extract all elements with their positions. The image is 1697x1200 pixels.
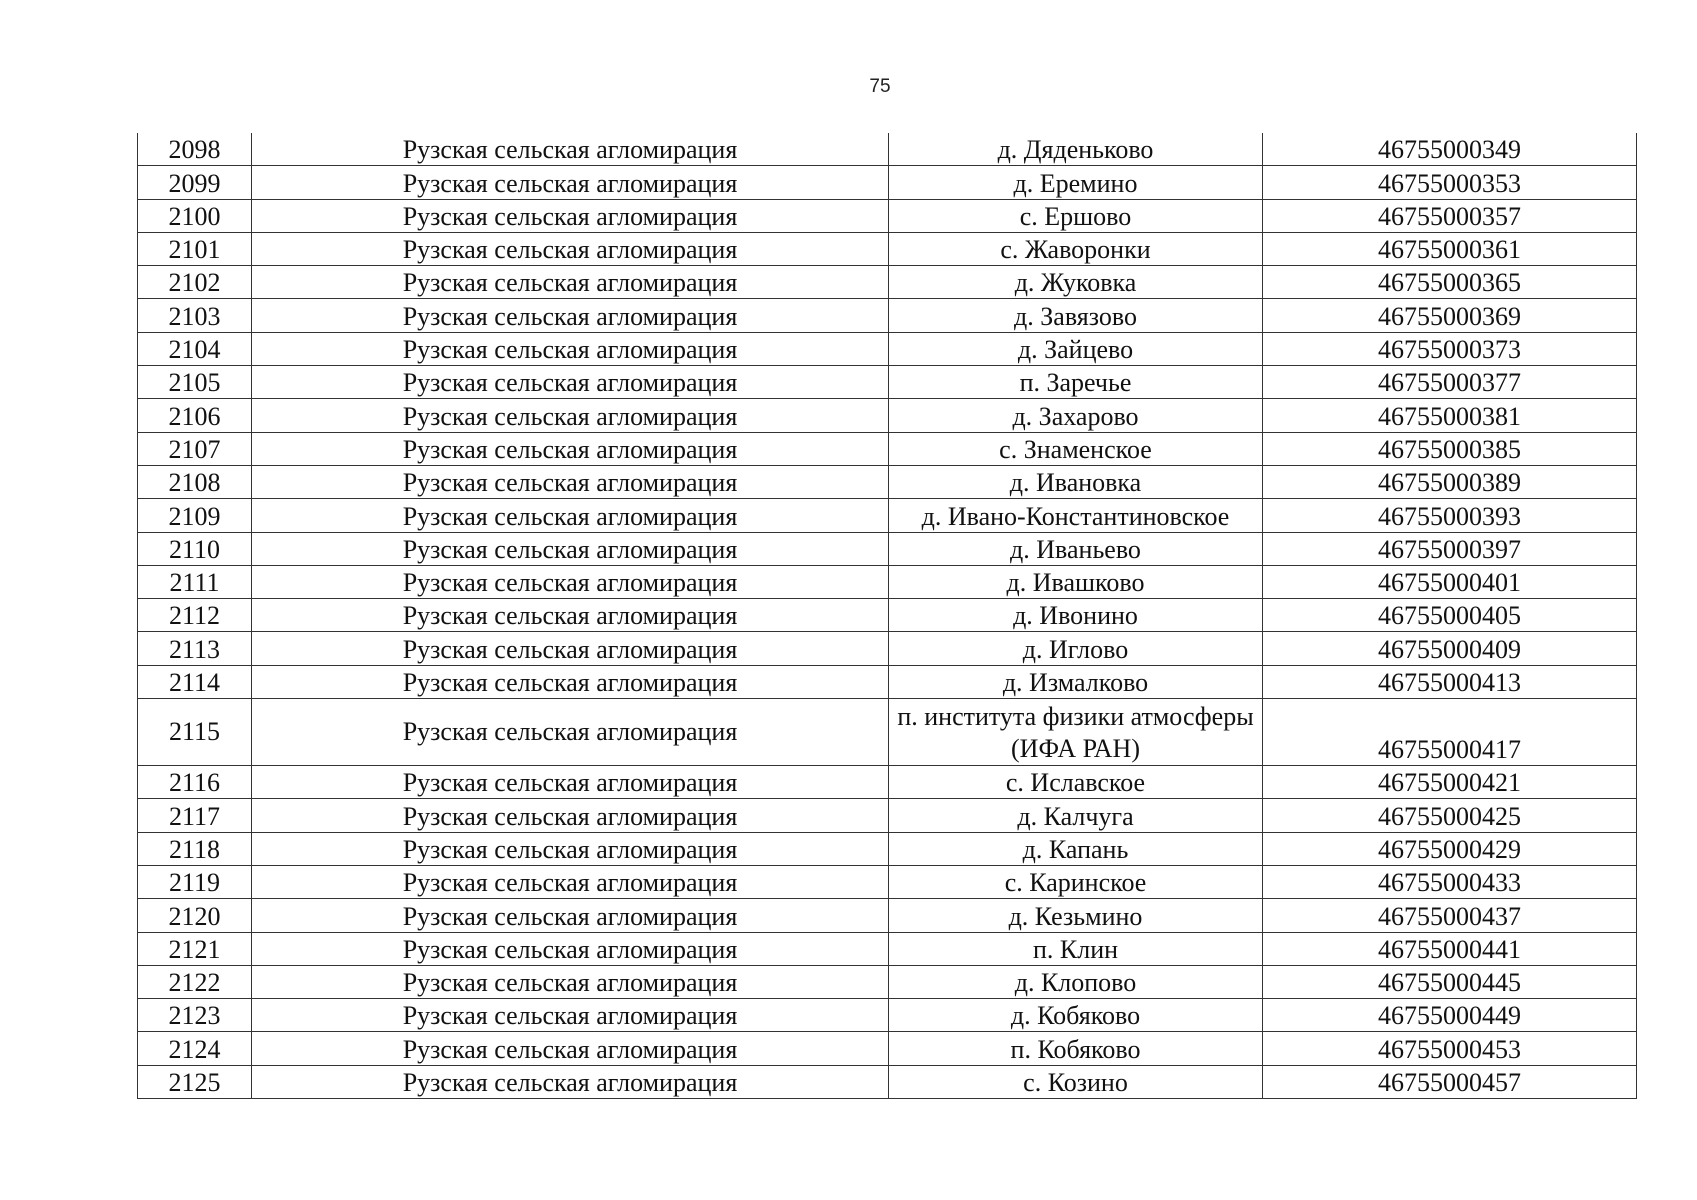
row-number-cell: 2123 bbox=[138, 999, 252, 1032]
table-row bbox=[138, 832, 1637, 865]
locality-cell: д. Жуковка bbox=[889, 266, 1263, 299]
table-row bbox=[138, 599, 1637, 632]
oktmo-code-cell: 46755000373 bbox=[1263, 332, 1637, 365]
locality-cell: д. Дяденьково bbox=[889, 133, 1263, 166]
oktmo-code-cell: 46755000385 bbox=[1263, 432, 1637, 465]
oktmo-code-cell: 46755000377 bbox=[1263, 366, 1637, 399]
table-row bbox=[138, 199, 1637, 232]
row-number-cell: 2109 bbox=[138, 499, 252, 532]
oktmo-code-cell: 46755000381 bbox=[1263, 399, 1637, 432]
locality-cell: с. Козино bbox=[889, 1065, 1263, 1098]
locality-cell: д. Капань bbox=[889, 832, 1263, 865]
table-row bbox=[138, 299, 1637, 332]
row-number-cell: 2100 bbox=[138, 199, 252, 232]
oktmo-code-cell: 46755000405 bbox=[1263, 599, 1637, 632]
table-row bbox=[138, 932, 1637, 965]
locality-registry-table bbox=[137, 133, 1637, 1099]
row-number-cell: 2112 bbox=[138, 599, 252, 632]
locality-cell: д. Захарово bbox=[889, 399, 1263, 432]
table-row bbox=[138, 766, 1637, 799]
locality-cell: д. Ивашково bbox=[889, 565, 1263, 598]
agglomeration-cell: Рузская сельская агломирация bbox=[252, 766, 889, 799]
table-row bbox=[138, 399, 1637, 432]
page-number: 75 bbox=[869, 76, 891, 97]
table-row bbox=[138, 999, 1637, 1032]
agglomeration-cell: Рузская сельская агломирация bbox=[252, 599, 889, 632]
oktmo-code-cell: 46755000397 bbox=[1263, 532, 1637, 565]
locality-cell: д. Ивано-Константиновское bbox=[889, 499, 1263, 532]
row-number-cell: 2107 bbox=[138, 432, 252, 465]
oktmo-code-cell: 46755000417 bbox=[1263, 699, 1637, 766]
table-row bbox=[138, 899, 1637, 932]
agglomeration-cell: Рузская сельская агломирация bbox=[252, 632, 889, 665]
row-number-cell: 2114 bbox=[138, 665, 252, 698]
agglomeration-cell: Рузская сельская агломирация bbox=[252, 432, 889, 465]
locality-cell: д. Зайцево bbox=[889, 332, 1263, 365]
row-number-cell: 2103 bbox=[138, 299, 252, 332]
table-row bbox=[138, 532, 1637, 565]
oktmo-code-cell: 46755000413 bbox=[1263, 665, 1637, 698]
row-number-cell: 2098 bbox=[138, 133, 252, 166]
agglomeration-cell: Рузская сельская агломирация bbox=[252, 899, 889, 932]
locality-cell: д. Еремино bbox=[889, 166, 1263, 199]
table-row bbox=[138, 1032, 1637, 1065]
oktmo-code-cell: 46755000457 bbox=[1263, 1065, 1637, 1098]
row-number-cell: 2110 bbox=[138, 532, 252, 565]
row-number-cell: 2119 bbox=[138, 865, 252, 898]
agglomeration-cell: Рузская сельская агломирация bbox=[252, 965, 889, 998]
table-row bbox=[138, 565, 1637, 598]
row-number-cell: 2102 bbox=[138, 266, 252, 299]
table-row bbox=[138, 865, 1637, 898]
agglomeration-cell: Рузская сельская агломирация bbox=[252, 665, 889, 698]
oktmo-code-cell: 46755000445 bbox=[1263, 965, 1637, 998]
locality-cell: п. Заречье bbox=[889, 366, 1263, 399]
agglomeration-cell: Рузская сельская агломирация bbox=[252, 499, 889, 532]
agglomeration-cell: Рузская сельская агломирация bbox=[252, 865, 889, 898]
agglomeration-cell: Рузская сельская агломирация bbox=[252, 232, 889, 265]
locality-cell: с. Жаворонки bbox=[889, 232, 1263, 265]
locality-cell: д. Кобяково bbox=[889, 999, 1263, 1032]
oktmo-code-cell: 46755000437 bbox=[1263, 899, 1637, 932]
table-row bbox=[138, 166, 1637, 199]
agglomeration-cell: Рузская сельская агломирация bbox=[252, 932, 889, 965]
agglomeration-cell: Рузская сельская агломирация bbox=[252, 332, 889, 365]
locality-cell: с. Каринское bbox=[889, 865, 1263, 898]
oktmo-code-cell: 46755000409 bbox=[1263, 632, 1637, 665]
locality-cell: п. Кобяково bbox=[889, 1032, 1263, 1065]
row-number-cell: 2115 bbox=[138, 699, 252, 766]
row-number-cell: 2117 bbox=[138, 799, 252, 832]
oktmo-code-cell: 46755000349 bbox=[1263, 133, 1637, 166]
oktmo-code-cell: 46755000353 bbox=[1263, 166, 1637, 199]
locality-cell: п. института физики атмосферы (ИФА РАН) bbox=[889, 699, 1263, 766]
table-row bbox=[138, 799, 1637, 832]
table-row bbox=[138, 1065, 1637, 1098]
agglomeration-cell: Рузская сельская агломирация bbox=[252, 133, 889, 166]
agglomeration-cell: Рузская сельская агломирация bbox=[252, 532, 889, 565]
table-row bbox=[138, 366, 1637, 399]
row-number-cell: 2105 bbox=[138, 366, 252, 399]
locality-cell: д. Клопово bbox=[889, 965, 1263, 998]
table-row bbox=[138, 232, 1637, 265]
table-row bbox=[138, 665, 1637, 698]
row-number-cell: 2120 bbox=[138, 899, 252, 932]
locality-cell: д. Кезьмино bbox=[889, 899, 1263, 932]
agglomeration-cell: Рузская сельская агломирация bbox=[252, 999, 889, 1032]
locality-cell: с. Иславское bbox=[889, 766, 1263, 799]
agglomeration-cell: Рузская сельская агломирация bbox=[252, 366, 889, 399]
oktmo-code-cell: 46755000425 bbox=[1263, 799, 1637, 832]
oktmo-code-cell: 46755000365 bbox=[1263, 266, 1637, 299]
oktmo-code-cell: 46755000421 bbox=[1263, 766, 1637, 799]
table-row bbox=[138, 332, 1637, 365]
oktmo-code-cell: 46755000369 bbox=[1263, 299, 1637, 332]
locality-cell: д. Ивонино bbox=[889, 599, 1263, 632]
row-number-cell: 2106 bbox=[138, 399, 252, 432]
locality-cell: п. Клин bbox=[889, 932, 1263, 965]
row-number-cell: 2122 bbox=[138, 965, 252, 998]
locality-cell: д. Завязово bbox=[889, 299, 1263, 332]
row-number-cell: 2108 bbox=[138, 465, 252, 498]
table-row bbox=[138, 965, 1637, 998]
agglomeration-cell: Рузская сельская агломирация bbox=[252, 299, 889, 332]
row-number-cell: 2101 bbox=[138, 232, 252, 265]
locality-cell: д. Иглово bbox=[889, 632, 1263, 665]
row-number-cell: 2116 bbox=[138, 766, 252, 799]
table-row bbox=[138, 266, 1637, 299]
locality-cell: д. Ивановка bbox=[889, 465, 1263, 498]
row-number-cell: 2111 bbox=[138, 565, 252, 598]
oktmo-code-cell: 46755000433 bbox=[1263, 865, 1637, 898]
table-row bbox=[138, 632, 1637, 665]
locality-cell: д. Иваньево bbox=[889, 532, 1263, 565]
row-number-cell: 2125 bbox=[138, 1065, 252, 1098]
agglomeration-cell: Рузская сельская агломирация bbox=[252, 565, 889, 598]
row-number-cell: 2118 bbox=[138, 832, 252, 865]
agglomeration-cell: Рузская сельская агломирация bbox=[252, 1065, 889, 1098]
oktmo-code-cell: 46755000449 bbox=[1263, 999, 1637, 1032]
oktmo-code-cell: 46755000393 bbox=[1263, 499, 1637, 532]
oktmo-code-cell: 46755000429 bbox=[1263, 832, 1637, 865]
agglomeration-cell: Рузская сельская агломирация bbox=[252, 266, 889, 299]
agglomeration-cell: Рузская сельская агломирация bbox=[252, 832, 889, 865]
table-row bbox=[138, 133, 1637, 166]
agglomeration-cell: Рузская сельская агломирация bbox=[252, 699, 889, 766]
oktmo-code-cell: 46755000357 bbox=[1263, 199, 1637, 232]
locality-cell: д. Измалково bbox=[889, 665, 1263, 698]
locality-cell: с. Знаменское bbox=[889, 432, 1263, 465]
agglomeration-cell: Рузская сельская агломирация bbox=[252, 1032, 889, 1065]
oktmo-code-cell: 46755000401 bbox=[1263, 565, 1637, 598]
row-number-cell: 2104 bbox=[138, 332, 252, 365]
table-row bbox=[138, 499, 1637, 532]
oktmo-code-cell: 46755000389 bbox=[1263, 465, 1637, 498]
oktmo-code-cell: 46755000361 bbox=[1263, 232, 1637, 265]
agglomeration-cell: Рузская сельская агломирация bbox=[252, 799, 889, 832]
row-number-cell: 2124 bbox=[138, 1032, 252, 1065]
oktmo-code-cell: 46755000441 bbox=[1263, 932, 1637, 965]
table-row bbox=[138, 432, 1637, 465]
agglomeration-cell: Рузская сельская агломирация bbox=[252, 199, 889, 232]
row-number-cell: 2121 bbox=[138, 932, 252, 965]
locality-cell: д. Калчуга bbox=[889, 799, 1263, 832]
agglomeration-cell: Рузская сельская агломирация bbox=[252, 399, 889, 432]
row-number-cell: 2099 bbox=[138, 166, 252, 199]
row-number-cell: 2113 bbox=[138, 632, 252, 665]
agglomeration-cell: Рузская сельская агломирация bbox=[252, 465, 889, 498]
table-row bbox=[138, 465, 1637, 498]
locality-cell: с. Ершово bbox=[889, 199, 1263, 232]
oktmo-code-cell: 46755000453 bbox=[1263, 1032, 1637, 1065]
agglomeration-cell: Рузская сельская агломирация bbox=[252, 166, 889, 199]
table-row bbox=[138, 699, 1637, 766]
